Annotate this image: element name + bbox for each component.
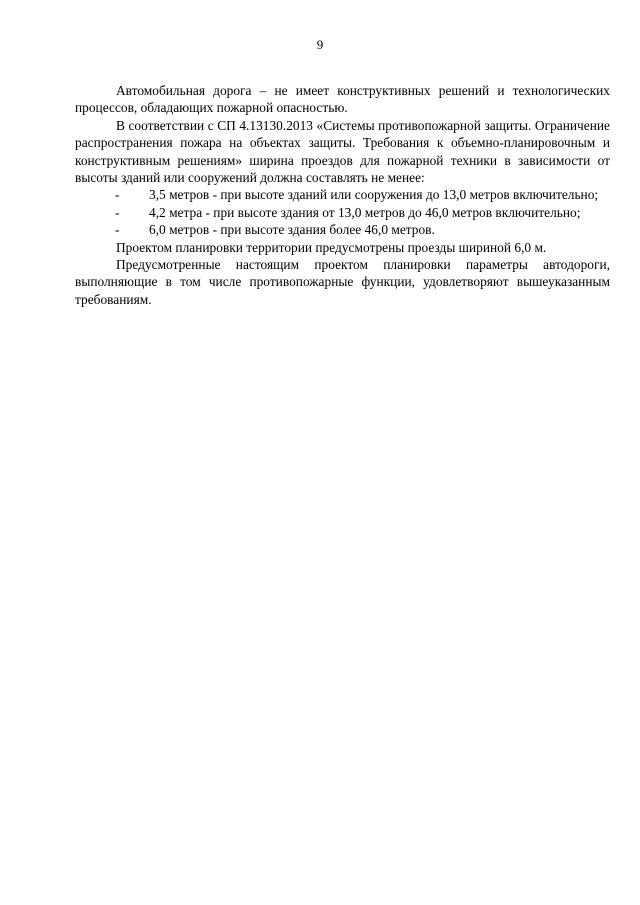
list-marker: - <box>115 187 120 203</box>
list-item <box>75 186 610 203</box>
list-item <box>75 204 610 221</box>
paragraph: В соответствии с СП 4.13130.2013 «Системы противопожарной защиты. Ограничение распространения пожара на объектах защиты. Требования к объемно-планировочным и конструктивным решениям» ширина проездов для пожарной техники в зависимости от высоты зданий или сооружений должна составлять не менее: <box>75 117 610 186</box>
document-body <box>75 82 610 308</box>
list-item-text: 3,5 метров - при высоте зданий или сооружения до 13,0 метров включительно; <box>149 187 599 203</box>
page-number: 9 <box>316 37 324 52</box>
paragraph: Автомобильная дорога – не имеет конструктивных решений и технологических процессов, обладающих пожарной опасностью. <box>75 83 610 116</box>
list-item-text: 6,0 метров - при высоте здания более 46,0 метров. <box>149 222 435 238</box>
list-item <box>75 221 610 238</box>
list-marker: - <box>115 222 120 238</box>
paragraph: Предусмотренные настоящим проектом планировки параметры автодороги, выполняющие в том числе противопожарные функции, удовлетворяют вышеуказанным требованиям. <box>75 257 610 307</box>
list-item-text: 4,2 метра - при высоте здания от 13,0 метров до 46,0 метров включительно; <box>149 204 581 220</box>
paragraph: Проектом планировки территории предусмотрены проезды шириной 6,0 м. <box>116 239 547 255</box>
list-marker: - <box>115 204 120 220</box>
